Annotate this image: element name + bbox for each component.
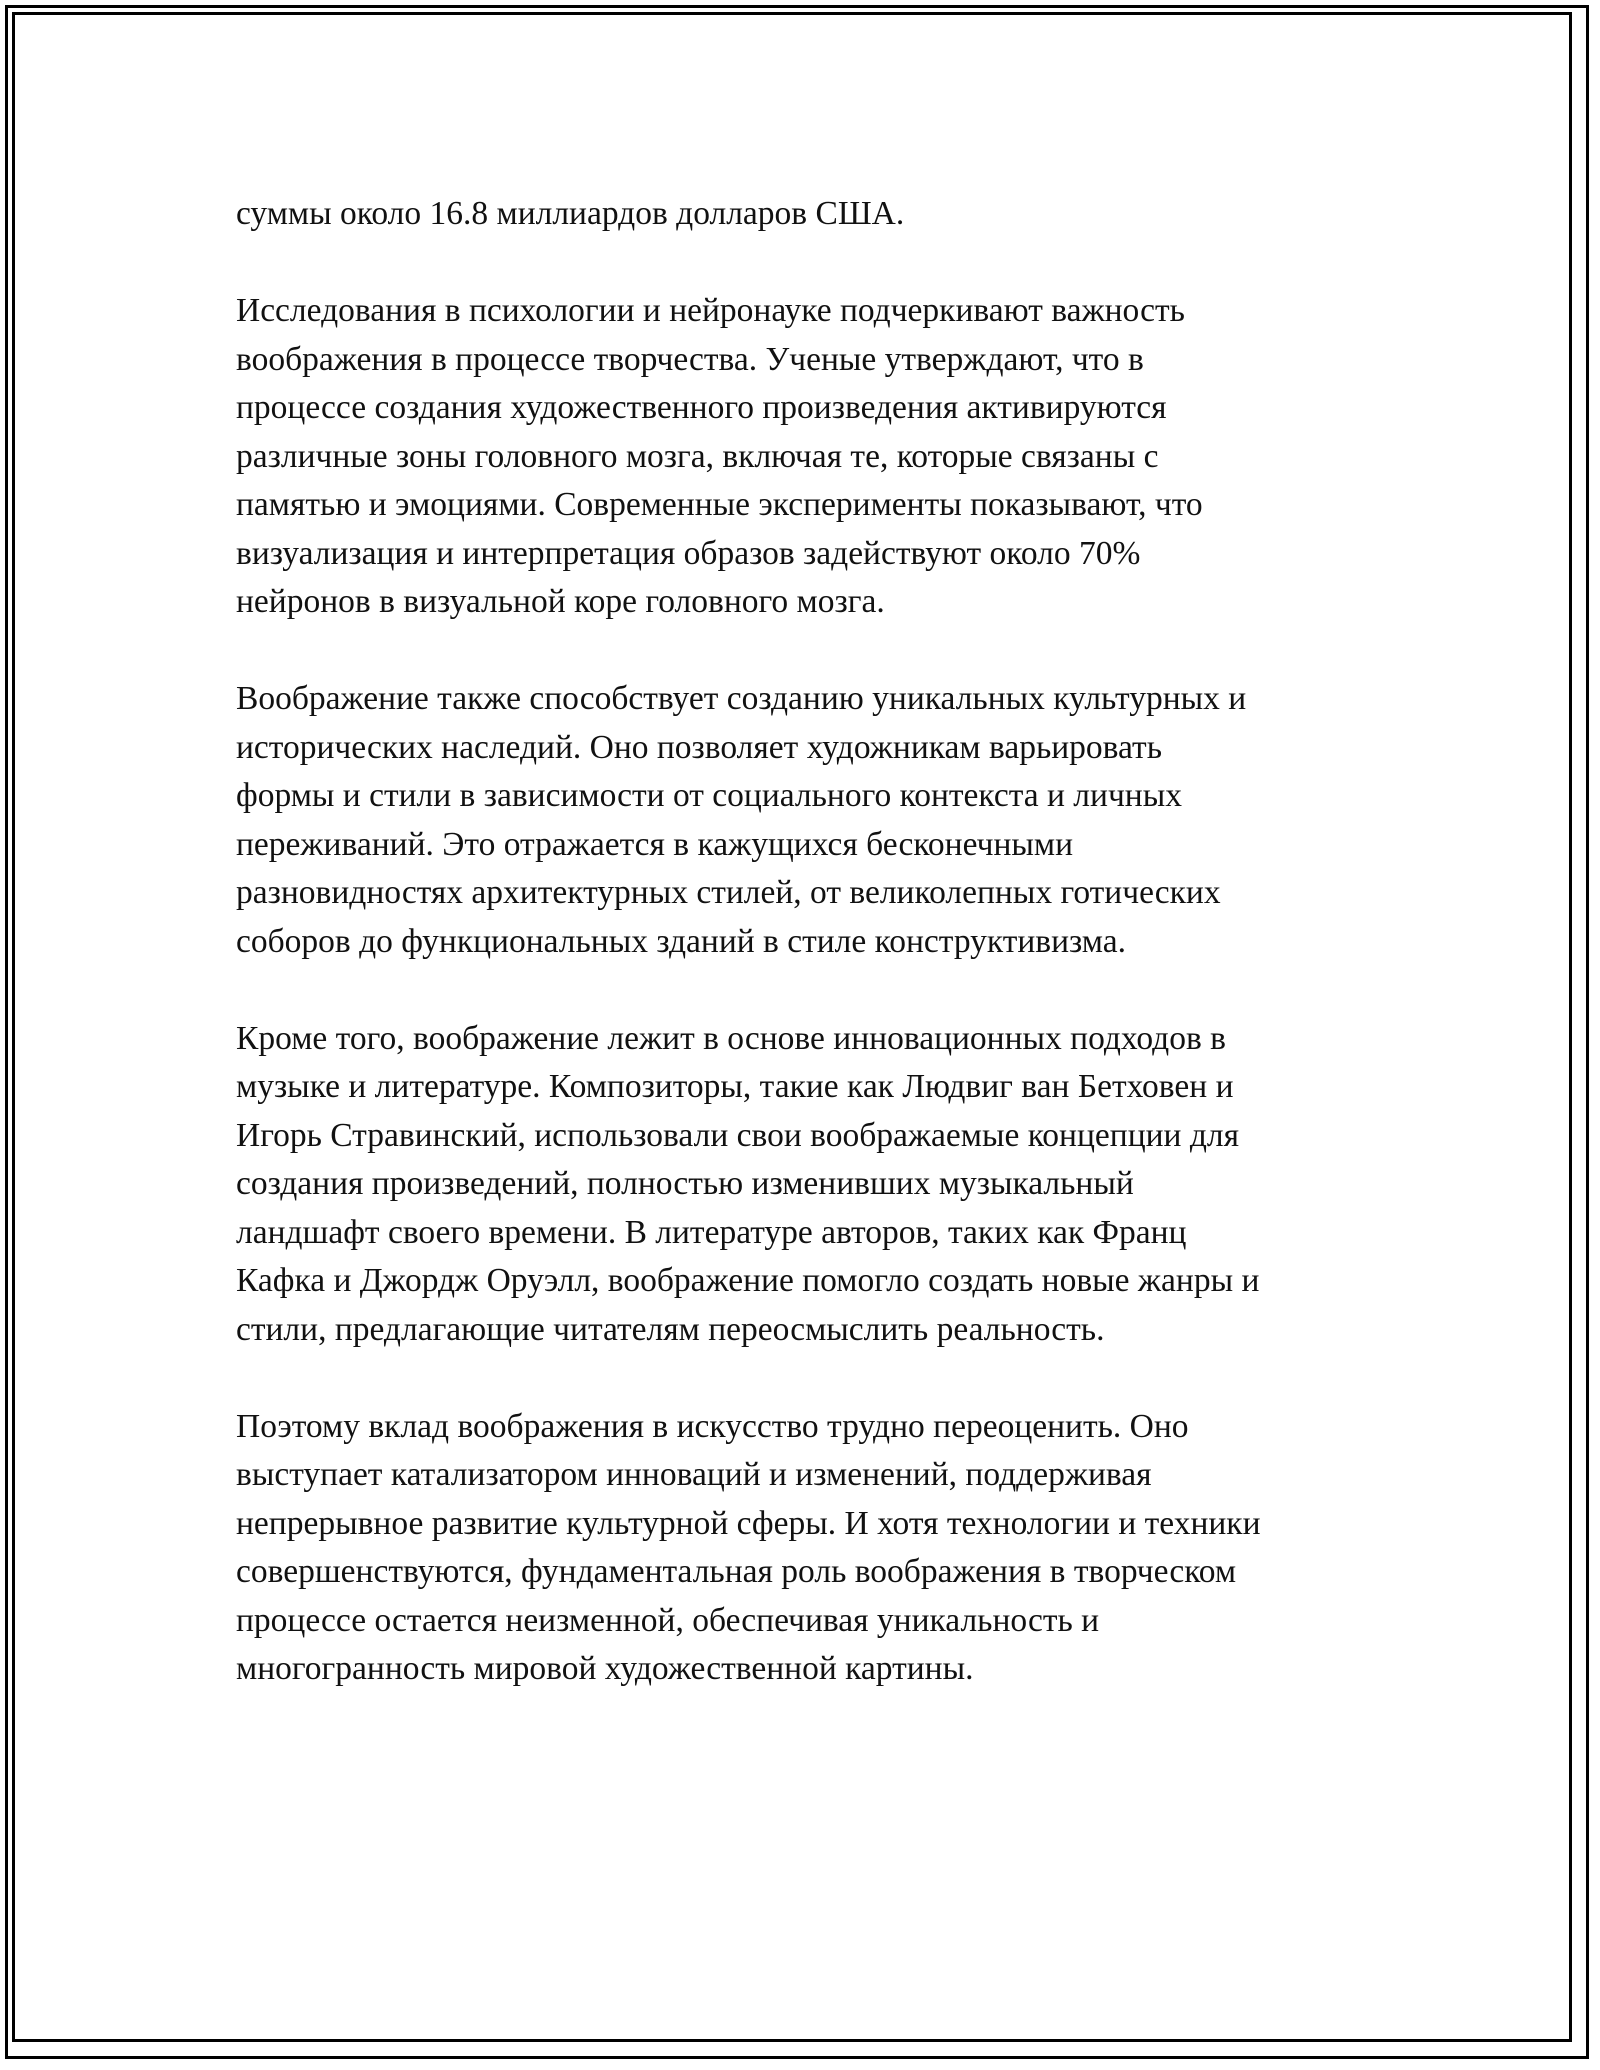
text-line: многогранность мировой художественной картины.	[236, 1650, 974, 1687]
text-line: соборов до функциональных зданий в стиле конструктивизма.	[236, 922, 1126, 960]
paragraph-5	[236, 1403, 1396, 1694]
text-line: формы и стили в зависимости от социального контекста и личных	[236, 777, 1182, 814]
text-line: Воображение также способствует созданию уникальных культурных и	[236, 680, 1247, 717]
text-line: процессе остается неизменной, обеспечивая уникальность и	[236, 1601, 1100, 1639]
text-line: переживаний. Это отражается в кажущихся бесконечными	[236, 825, 1074, 863]
text-line: разновидностях архитектурных стилей, от великолепных готических	[236, 874, 1221, 911]
text-line: различные зоны головного мозга, включая те, которые связаны с	[236, 437, 1159, 475]
document-body	[236, 190, 1396, 1742]
paragraph-2	[236, 287, 1396, 627]
text-line: совершенствуются, фундаментальная роль воображения в творческом	[236, 1553, 1237, 1590]
text-line: непрерывное развитие культурной сферы. И хотя технологии и техники	[236, 1504, 1261, 1542]
text-line: ландшафт своего времени. В литературе авторов, таких как Франц	[236, 1213, 1187, 1251]
text-line: Игорь Стравинский, использовали свои воображаемые концепции для	[236, 1116, 1240, 1154]
paragraph-1	[236, 190, 1396, 239]
text-line: визуализация и интерпретация образов задействуют около 70%	[236, 534, 1141, 572]
text-line: Исследования в психологии и нейронауке подчеркивают важность	[236, 292, 1185, 329]
text-line: музыке и литературе. Композиторы, такие как Людвиг ван Бетховен и	[236, 1068, 1234, 1105]
text-line: процессе создания художественного произведения активируются	[236, 389, 1167, 426]
text-line: нейронов в визуальной коре головного мозга.	[236, 583, 885, 620]
text-line: создания произведений, полностью изменивших музыкальный	[236, 1165, 1134, 1202]
text-line: Поэтому вклад воображения в искусство трудно переоценить. Оно	[236, 1407, 1189, 1445]
text-line: воображения в процессе творчества. Ученые утверждают, что в	[236, 340, 1144, 378]
text-line: Кроме того, воображение лежит в основе инновационных подходов в	[236, 1019, 1226, 1057]
text-line: исторических наследий. Оно позволяет художникам варьировать	[236, 728, 1162, 766]
text-line: выступает катализатором инноваций и изменений, поддерживая	[236, 1456, 1152, 1493]
text-line: суммы около 16.8 миллиардов долларов США.	[236, 195, 905, 232]
paragraph-3	[236, 675, 1396, 966]
text-line: стили, предлагающие читателям переосмыслить реальность.	[236, 1310, 1105, 1348]
text-line: Кафка и Джордж Оруэлл, воображение помогло создать новые жанры и	[236, 1262, 1260, 1299]
text-line: памятью и эмоциями. Современные эксперименты показывают, что	[236, 486, 1203, 523]
paragraph-4	[236, 1015, 1396, 1355]
